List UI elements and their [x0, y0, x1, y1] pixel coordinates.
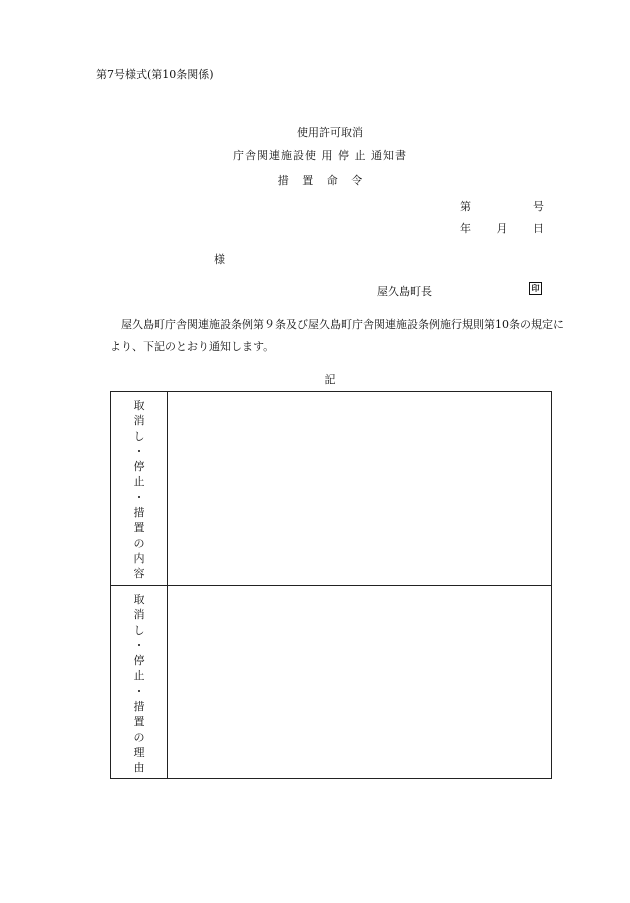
- label-char: の: [133, 730, 145, 744]
- label-char: ・: [133, 490, 145, 504]
- title-line-3: 措 置 命 令: [277, 174, 368, 187]
- label-char: 停: [133, 460, 145, 474]
- form-number: 第7号様式(第10条関係): [96, 68, 214, 81]
- label-char: 取: [133, 399, 145, 412]
- title-line-1: 使用許可取消: [297, 126, 363, 139]
- row-value-reason: [168, 586, 551, 779]
- label-char: 停: [133, 654, 145, 668]
- table-row-reason: [111, 586, 551, 779]
- label-char: 措: [133, 700, 145, 714]
- date-day: 日: [533, 222, 544, 235]
- number-suffix: 号: [533, 200, 544, 213]
- label-char: 置: [133, 715, 145, 729]
- document-number-line: [460, 198, 544, 214]
- record-table: [110, 391, 552, 779]
- label-char: 消: [133, 414, 145, 428]
- date-month: 月: [496, 222, 508, 235]
- label-char: 置: [133, 521, 145, 535]
- label-char: ・: [133, 444, 145, 458]
- label-char: ・: [133, 684, 145, 698]
- ki-label: 記: [324, 373, 336, 386]
- label-char: 由: [133, 761, 145, 775]
- row-value-content: [168, 392, 551, 585]
- label-char: 理: [133, 745, 145, 759]
- label-char: ・: [133, 638, 145, 652]
- row-label-content: [111, 392, 168, 585]
- label-char: 消: [133, 608, 145, 622]
- label-char: 措: [133, 506, 145, 520]
- label-char: し: [133, 429, 145, 443]
- table-row-content: [111, 392, 551, 586]
- date-line: [460, 220, 544, 236]
- label-char: の: [133, 536, 145, 550]
- title-line-2: 庁舎関連施設使 用 停 止 通知書: [233, 149, 407, 162]
- recipient-suffix: 様: [214, 253, 225, 266]
- label-char: 容: [133, 567, 145, 581]
- number-prefix: 第: [460, 200, 471, 213]
- label-char: し: [133, 623, 145, 637]
- body-text: 屋久島町庁舎関連施設条例第９条及び屋久島町庁舎関連施設条例施行規則第10条の規定により、下記のとおり通知します。: [110, 318, 564, 353]
- seal-mark: 印: [529, 282, 542, 295]
- label-char: 内: [133, 551, 145, 565]
- issuer-name: 屋久島町長: [377, 285, 432, 298]
- label-char: 止: [133, 475, 145, 489]
- label-char: 止: [133, 669, 145, 683]
- row-label-reason: [111, 586, 168, 779]
- label-char: 取: [133, 593, 145, 606]
- date-year: 年: [460, 222, 471, 235]
